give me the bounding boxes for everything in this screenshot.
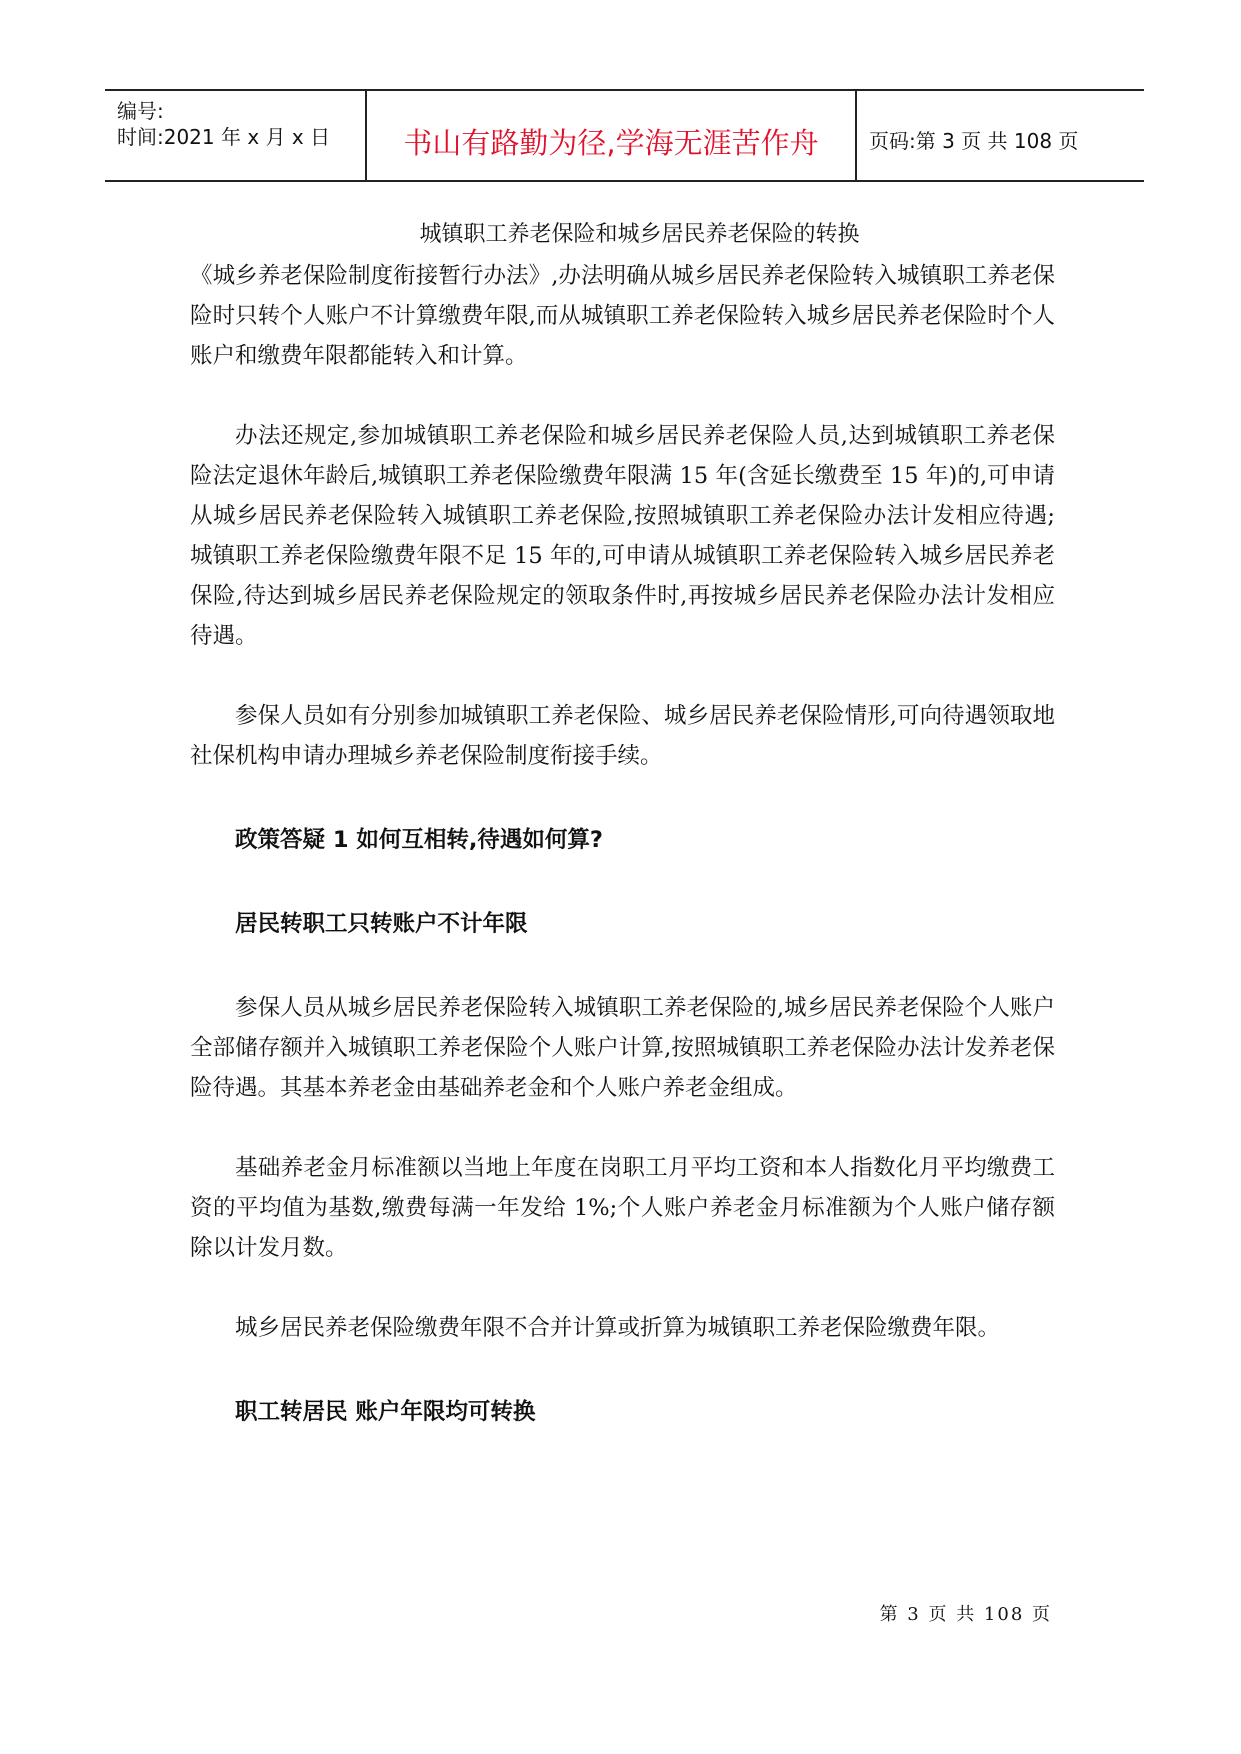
paragraph-rules: 办法还规定,参加城镇职工养老保险和城乡居民养老保险人员,达到城镇职工养老保险法定退休年龄后,城镇职工养老保险缴费年限满 15 年(含延长缴费至 15 年)的,可申请从城乡居民养老保险转入城镇职工养老保险,按照城镇职工养老保险办法计发相应待遇;城镇职工养老保险缴费年限不足 15 年的,可申请从城镇职工养老保险转入城乡居民养老保险,待达到城乡居民养老保险规定的领取条件时,再按城乡居民养老保险办法计发相应待遇。 (190, 423, 1055, 649)
document-number-label: 编号: (117, 99, 164, 123)
header-motto: 书山有路勤为径,学海无涯苦作舟 (403, 126, 819, 160)
page-header (105, 89, 1144, 182)
section-heading-employee-to-resident: 职工转居民 账户年限均可转换 (235, 1399, 536, 1425)
paragraph-intro: 《城乡养老保险制度衔接暂行办法》,办法明确从城乡居民养老保险转入城镇职工养老保险时只转个人账户不计算缴费年限,而从城镇职工养老保险转入城乡居民养老保险时个人账户和缴费年限都能转入和计算。 (190, 263, 1055, 369)
paragraph-basic-pension: 基础养老金月标准额以当地上年度在岗职工月平均工资和本人指数化月平均缴费工资的平均值为基数,缴费每满一年发给 1%;个人账户养老金月标准额为个人账户储存额除以计发月数。 (190, 1155, 1055, 1261)
document-time-label: 时间:2021 年 x 月 x 日 (117, 125, 331, 149)
header-page-cell (857, 91, 1144, 180)
paragraph-transfer-account: 参保人员从城乡居民养老保险转入城镇职工养老保险的,城乡居民养老保险个人账户全部储存额并入城镇职工养老保险个人账户计算,按照城镇职工养老保险办法计发养老保险待遇。其基本养老金由基础养老金和个人账户养老金组成。 (190, 995, 1055, 1101)
header-meta-cell (105, 91, 367, 180)
section-heading-faq: 政策答疑 1 如何互相转,待遇如何算? (235, 827, 603, 853)
header-motto-cell (367, 91, 857, 180)
header-page-number: 页码:第 3 页 共 108 页 (869, 129, 1079, 153)
paragraph-procedure: 参保人员如有分别参加城镇职工养老保险、城乡居民养老保险情形,可向待遇领取地社保机构申请办理城乡养老保险制度衔接手续。 (190, 703, 1055, 769)
document-title: 城镇职工养老保险和城乡居民养老保险的转换 (419, 222, 860, 247)
paragraph-years-not-merged: 城乡居民养老保险缴费年限不合并计算或折算为城镇职工养老保险缴费年限。 (235, 1315, 1001, 1341)
document-body (190, 220, 1055, 1432)
section-heading-resident-to-employee: 居民转职工只转账户不计年限 (235, 911, 528, 937)
page-footer-number: 第 3 页 共 108 页 (879, 1604, 1052, 1625)
